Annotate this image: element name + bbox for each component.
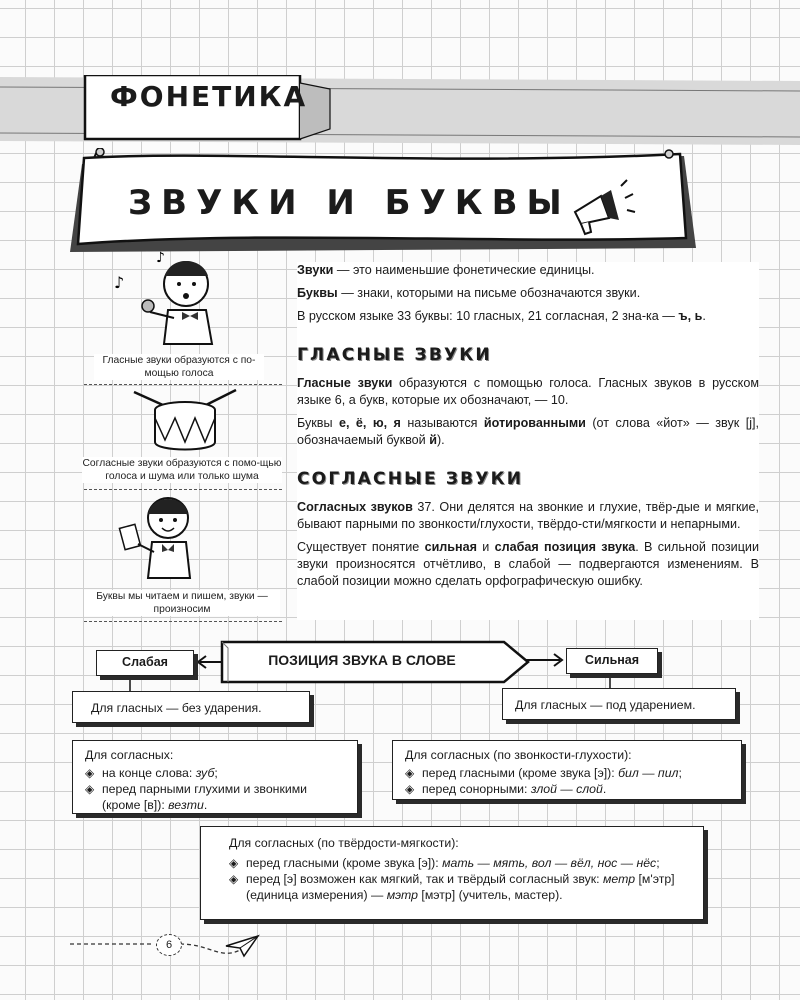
intro-paragraph-letters: Буквы — знаки, которыми на письме обозначаются звуки. bbox=[297, 286, 641, 300]
weak-consonants-box bbox=[72, 740, 358, 814]
singing-child-illustration bbox=[110, 248, 240, 348]
caption-vowels: Гласные звуки образуются с по-мощью голоса bbox=[94, 354, 264, 380]
megaphone-icon bbox=[567, 178, 637, 238]
main-text-panel bbox=[297, 262, 759, 620]
paper-plane-icon bbox=[224, 934, 260, 958]
list-item: ◈ перед парными глухими и звонкими (кроме [в]): везти. bbox=[85, 782, 308, 812]
diamond-bullet-icon: ◈ bbox=[405, 782, 415, 796]
diagram-center-label: ПОЗИЦИЯ ЗВУКА В СЛОВЕ bbox=[268, 652, 456, 668]
list-item: ◈ перед [э] возможен как мягкий, так и твёрдый согласный звук: метр [м'этр] (единица измерения) — мэтр [мэтр] (учитель, мастер). bbox=[229, 872, 675, 902]
strong-vowels-box: Для гласных — под ударением. bbox=[502, 688, 736, 720]
banner-title: ЗВУКИ И БУКВЫ bbox=[128, 183, 571, 223]
svg-text:♪: ♪ bbox=[114, 273, 125, 292]
softness-consonants-box bbox=[200, 826, 704, 920]
softness-title: Для согласных (по твёрдости-мягкости): bbox=[229, 836, 459, 850]
vowels-paragraph-2: Буквы е, ё, ю, я называются йотированными (от слова «йот» — звук [j], обозначаемый буквой й). bbox=[297, 416, 759, 447]
weak-consonants-list bbox=[85, 765, 347, 813]
list-item: ◈ перед сонорными: злой — слой. bbox=[405, 782, 607, 796]
page-number: 6 bbox=[156, 934, 182, 956]
strong-consonants-box bbox=[392, 740, 742, 800]
consonants-paragraph-1: Согласных звуков 37. Они делятся на звонкие и глухие, твёр-дые и мягкие, бывают парными по звонкости/глухости, твёрдо-сти/мягкости и непарными. bbox=[297, 500, 759, 531]
diamond-bullet-icon: ◈ bbox=[229, 872, 239, 886]
caption-divider bbox=[84, 489, 282, 490]
vowels-heading: ГЛАСНЫЕ ЗВУКИ bbox=[297, 345, 492, 365]
softness-list bbox=[229, 855, 691, 903]
weak-position-label: Слабая bbox=[96, 650, 194, 676]
intro-paragraph-sounds: Звуки — это наименьшие фонетические единицы. bbox=[297, 263, 595, 277]
weak-vowels-box: Для гласных — без ударения. bbox=[72, 691, 310, 723]
drum-illustration bbox=[130, 388, 240, 452]
diamond-bullet-icon: ◈ bbox=[229, 856, 239, 870]
strong-position-label: Сильная bbox=[566, 648, 658, 674]
diamond-bullet-icon: ◈ bbox=[405, 766, 415, 780]
consonants-heading: СОГЛАСНЫЕ ЗВУКИ bbox=[297, 469, 524, 489]
caption-divider bbox=[84, 384, 282, 385]
strong-consonants-title: Для согласных (по звонкости-глухости): bbox=[405, 748, 632, 762]
consonants-paragraph-2: Существует понятие сильная и слабая позиция звука. В сильной позиции звуки произносятся отчётливо, в слабой — подвергаются изменениям. В слабой позиции можно сделать орфографическую ошибку. bbox=[297, 540, 759, 588]
strong-consonants-list bbox=[405, 765, 731, 797]
diamond-bullet-icon: ◈ bbox=[85, 782, 95, 796]
diamond-bullet-icon: ◈ bbox=[85, 766, 95, 780]
vowels-paragraph-1: Гласные звуки образуются с помощью голоса. Гласных звуков в русском языке 6, а букв, которые их обозначают, — 10. bbox=[297, 376, 759, 407]
weak-consonants-title: Для согласных: bbox=[85, 748, 174, 762]
caption-letters: Буквы мы читаем и пишем, звуки — произносим bbox=[84, 590, 280, 616]
svg-text:♪: ♪ bbox=[156, 250, 165, 266]
caption-divider bbox=[84, 621, 282, 622]
list-item: ◈ на конце слова: зуб; bbox=[85, 766, 218, 780]
reading-child-illustration bbox=[118, 492, 218, 582]
list-item: ◈ перед гласными (кроме звука [э]): мать — мять, вол — вёл, нос — нёс; bbox=[229, 856, 660, 870]
caption-consonants: Согласные звуки образуются с помо-щью голоса и шума или только шума bbox=[82, 458, 282, 482]
section-title: ФОНЕТИКА bbox=[110, 80, 308, 113]
intro-paragraph-count: В русском языке 33 буквы: 10 гласных, 21 согласная, 2 зна-ка — ъ, ь. bbox=[297, 309, 706, 323]
list-item: ◈ перед гласными (кроме звука [э]): бил — пил; bbox=[405, 766, 682, 780]
